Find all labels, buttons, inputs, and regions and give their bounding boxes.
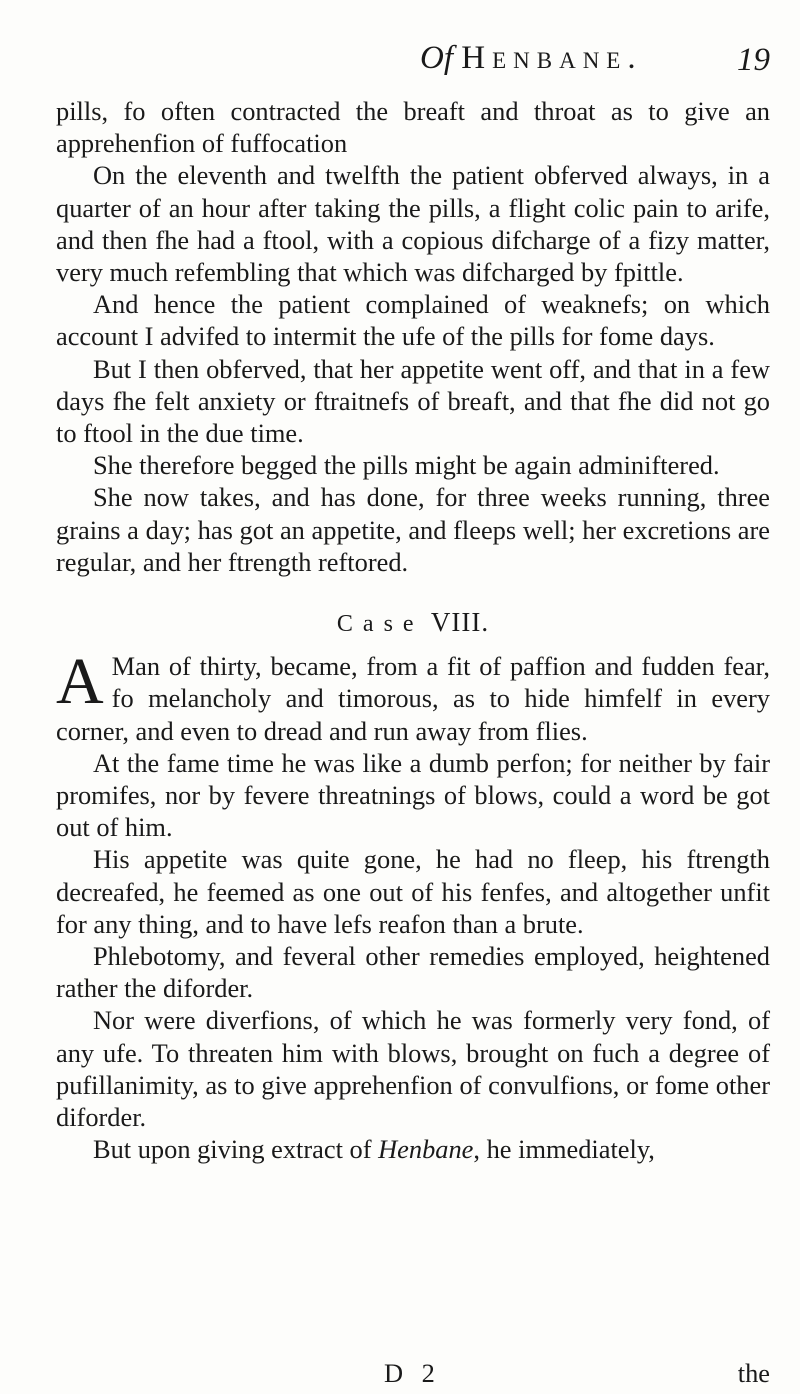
page-number: 19 [737,42,770,78]
paragraph: On the eleventh and twelfth the patient obferved always, in a quarter of an hour after taking the pills, a flight colic pain to arife, and then fhe had a ftool, with a copious difcharge of a fizy matter, very much refembling that which was difcharged by fpittle. [56,160,770,288]
signature-mark: D 2 [384,1358,441,1388]
henbane-term: Henbane [378,1134,474,1165]
paragraph: She now takes, and has done, for three weeks running, three grains a day; has got an appetite, and fleeps well; her excretions are regular, and her ftrength reftored. [56,482,770,577]
paragraph: At the fame time he was like a dumb perfon; for neither by fair promifes, nor by fevere threatnings of blows, could a word be got out of him. [56,747,770,843]
case-opening-text: Man of thirty, became, from a fit of paffion and fudden fear, fo melancholy and timorous, as to hide himfelf in every corner, and even to dread and run away from flies. [56,651,770,746]
case-heading [56,606,770,640]
case-heading-number: VIII. [430,607,490,638]
last-paragraph [56,1133,770,1165]
running-title-of: Of [420,40,453,76]
running-title-word: Henbane. [461,40,643,76]
drop-capital: A [56,645,104,719]
last-paragraph-start: But upon giving extract of [93,1134,379,1165]
catchword: the [737,1358,770,1388]
case-opening-paragraph [56,645,770,747]
paragraph: pills, fo often contracted the breaft and throat as to give an apprehenfion of fuffocation [56,96,770,159]
paragraph: She therefore begged the pills might be again adminiftered. [93,450,720,481]
page-footer [56,1358,770,1388]
last-paragraph-end: , he immediately, [473,1134,655,1165]
paragraph: Nor were diverfions, of which he was formerly very fond, of any ufe. To threaten him with blows, brought on fuch a degree of pufillanimity, as to give apprehenfion of convulfions, or fome other diforder. [56,1005,770,1133]
body-text [56,95,770,1166]
paragraph: Phlebotomy, and feveral other remedies employed, heightened rather the diforder. [56,941,770,1004]
running-header [56,40,770,90]
paragraph: His appetite was quite gone, he had no fleep, his ftrength decreafed, he feemed as one out of his fenfes, and altogether unfit for any thing, and to have lefs reafon than a brute. [56,844,770,939]
paragraph: And hence the patient complained of weaknefs; on which account I advifed to intermit the ufe of the pills for fome days. [56,289,770,352]
case-heading-word: Case [336,611,424,638]
running-title [420,40,643,77]
paragraph: But I then obferved, that her appetite went off, and that in a few days fhe felt anxiety or ftraitnefs of breaft, and that fhe did not go to ftool in the due time. [56,353,770,449]
